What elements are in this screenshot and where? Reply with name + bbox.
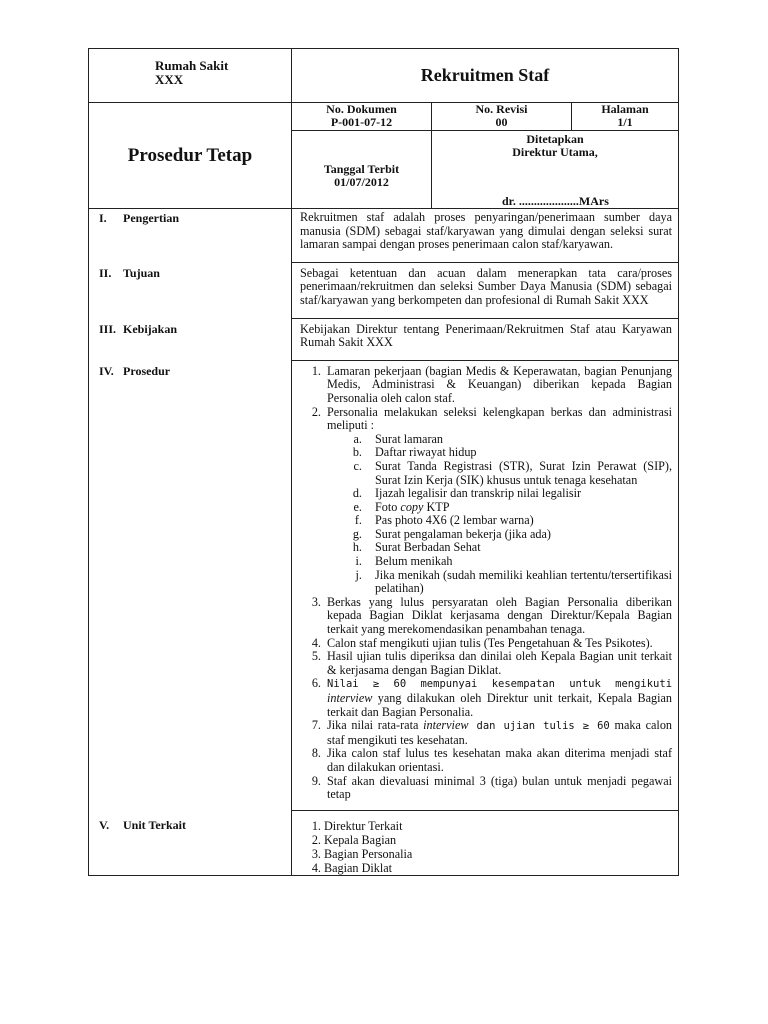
document-requirements — [327, 433, 672, 596]
list-item-italic: copy — [400, 499, 424, 514]
document-title: Rekruitmen Staf — [292, 49, 679, 103]
list-item: b. Daftar riwayat hidup — [365, 446, 672, 460]
list-item: 2. Kepala Bagian — [324, 833, 672, 847]
list-item: 4. Bagian Diklat — [324, 861, 672, 875]
list-item: 1. Lamaran pekerjaan (bagian Medis & Keperawatan, bagian Penunjang Medis, Administrasi & Keuangan) diberikan kepada Bagian Personalia oleh calon staf. — [324, 365, 672, 406]
page-cell — [572, 103, 679, 131]
section-number: III. — [99, 322, 117, 337]
issue-date-cell — [292, 131, 432, 209]
list-item: i. Belum menikah — [365, 555, 672, 569]
section-tujuan-label — [89, 262, 292, 318]
sop-document — [88, 48, 678, 876]
section-title: Kebijakan — [123, 322, 178, 337]
section-kebijakan-text: Kebijakan Direktur tentang Penerimaan/Rekruitmen Staf atau Karyawan Rumah Sakit XXX — [292, 318, 679, 360]
list-item — [324, 677, 672, 719]
list-item — [365, 501, 672, 515]
list-item-text: yang dilakukan oleh Direktur unit terkait, Kepala Bagian terkait dan Bagian Personalia. — [327, 691, 673, 719]
section-title: Prosedur — [123, 364, 171, 379]
approval-cell — [432, 131, 679, 209]
section-unit-terkait-content — [292, 810, 679, 875]
list-item-text: Nilai ≥ 60 mempunyai kesempatan untuk mengikuti — [327, 678, 673, 691]
procedure-steps — [300, 365, 672, 802]
section-number: IV. — [99, 364, 114, 379]
section-title: Pengertian — [123, 211, 179, 225]
list-item: j. Jika menikah (sudah memiliki keahlian tertentu/tersertifikasi pelatihan) — [365, 569, 672, 596]
list-item: c. Surat Tanda Registrasi (STR), Surat Izin Perawat (SIP), Surat Izin Kerja (SIK) khusus untuk tenaga kesehatan — [365, 460, 672, 487]
list-item: h. Surat Berbadan Sehat — [365, 541, 672, 555]
related-units-list — [300, 819, 672, 875]
section-pengertian-text: Rekruitmen staf adalah proses penyaringan/penerimaan sumber daya manusia (SDM) sebagai staf/karyawan yang dimulai dengan seleksi surat lamaran sampai dengan proses penerimaan calon staf/karyawan. — [292, 209, 679, 263]
doc-number-label: No. Dokumen — [326, 102, 397, 116]
sop-table — [88, 48, 679, 876]
hospital-name-line1: Rumah Sakit — [155, 58, 229, 73]
section-prosedur-content — [292, 360, 679, 810]
list-item: 4. Calon staf mengikuti ujian tulis (Tes Pengetahuan & Tes Psikotes). — [324, 637, 672, 651]
list-item: 3. Berkas yang lulus persyaratan oleh Bagian Personalia diberikan kepada Bagian Diklat kerjasama dengan Direktur/Kepala Bagian terkait yang merekomendasikan penambahan tenaga. — [324, 596, 672, 637]
list-item: g. Surat pengalaman bekerja (jika ada) — [365, 528, 672, 542]
approval-label: Ditetapkan — [526, 132, 584, 146]
list-item-italic: interview — [423, 718, 469, 733]
list-item — [324, 406, 672, 596]
list-item: d. Ijazah legalisir dan transkrip nilai legalisir — [365, 487, 672, 501]
revision-value: 00 — [495, 115, 508, 129]
list-item-text: Personalia melakukan seleksi kelengkapan berkas dan administrasi meliputi : — [327, 404, 673, 433]
revision-cell — [432, 103, 572, 131]
page-label: Halaman — [601, 102, 649, 116]
list-item-text: Foto — [375, 499, 401, 514]
hospital-name-line2: XXX — [155, 72, 184, 87]
section-unit-terkait-label — [89, 810, 292, 875]
section-kebijakan-label — [89, 318, 292, 360]
list-item-text: maka calon staf mengikuti tes kesehatan. — [327, 718, 673, 747]
hospital-name — [89, 49, 292, 103]
page-value: 1/1 — [617, 115, 633, 129]
section-number: I. — [99, 211, 107, 225]
section-number: V. — [99, 818, 110, 833]
approver-title: Direktur Utama, — [512, 145, 598, 159]
list-item: 8. Jika calon staf lulus tes kesehatan maka akan diterima menjadi staf dan dilakukan orientasi. — [324, 747, 672, 774]
revision-label: No. Revisi — [475, 102, 528, 116]
section-tujuan-text: Sebagai ketentuan dan acuan dalam menerapkan tata cara/proses penerimaan/rekruitmen dan seleksi Sumber Daya Manusia (SDM) sebagai staf/karyawan yang berkompeten dan profesional di Rumah Sakit XXX — [292, 262, 679, 318]
doc-number-value: P-001-07-12 — [330, 115, 393, 129]
section-title: Unit Terkait — [123, 818, 187, 833]
list-item: 5. Hasil ujian tulis diperiksa dan dinilai oleh Kepala Bagian unit terkait & kerjasama dengan Bagian Diklat. — [324, 650, 672, 677]
list-item — [324, 719, 672, 747]
issue-date-value: 01/07/2012 — [334, 174, 389, 189]
list-item-text: dan ujian tulis ≥ 60 — [468, 720, 610, 733]
procedure-label: Prosedur Tetap — [89, 103, 292, 209]
doc-number-cell — [292, 103, 432, 131]
list-item: 3. Bagian Personalia — [324, 847, 672, 861]
list-item-italic: interview — [327, 691, 373, 705]
section-number: II. — [99, 266, 112, 281]
list-item: 1. Direktur Terkait — [324, 819, 672, 833]
section-prosedur-label — [89, 360, 292, 810]
list-item: f. Pas photo 4X6 (2 lembar warna) — [365, 514, 672, 528]
section-title: Tujuan — [123, 266, 160, 281]
section-pengertian-label — [89, 209, 292, 263]
list-item: a. Surat lamaran — [365, 433, 672, 447]
list-item: 9. Staf akan dievaluasi minimal 3 (tiga) bulan untuk menjadi pegawai tetap — [324, 775, 672, 802]
signatory-name: dr. ....................MArs — [502, 194, 609, 208]
list-item-text: KTP — [423, 499, 450, 514]
list-item-text: Jika nilai rata-rata — [327, 718, 424, 733]
issue-date-label: Tanggal Terbit — [323, 161, 400, 176]
